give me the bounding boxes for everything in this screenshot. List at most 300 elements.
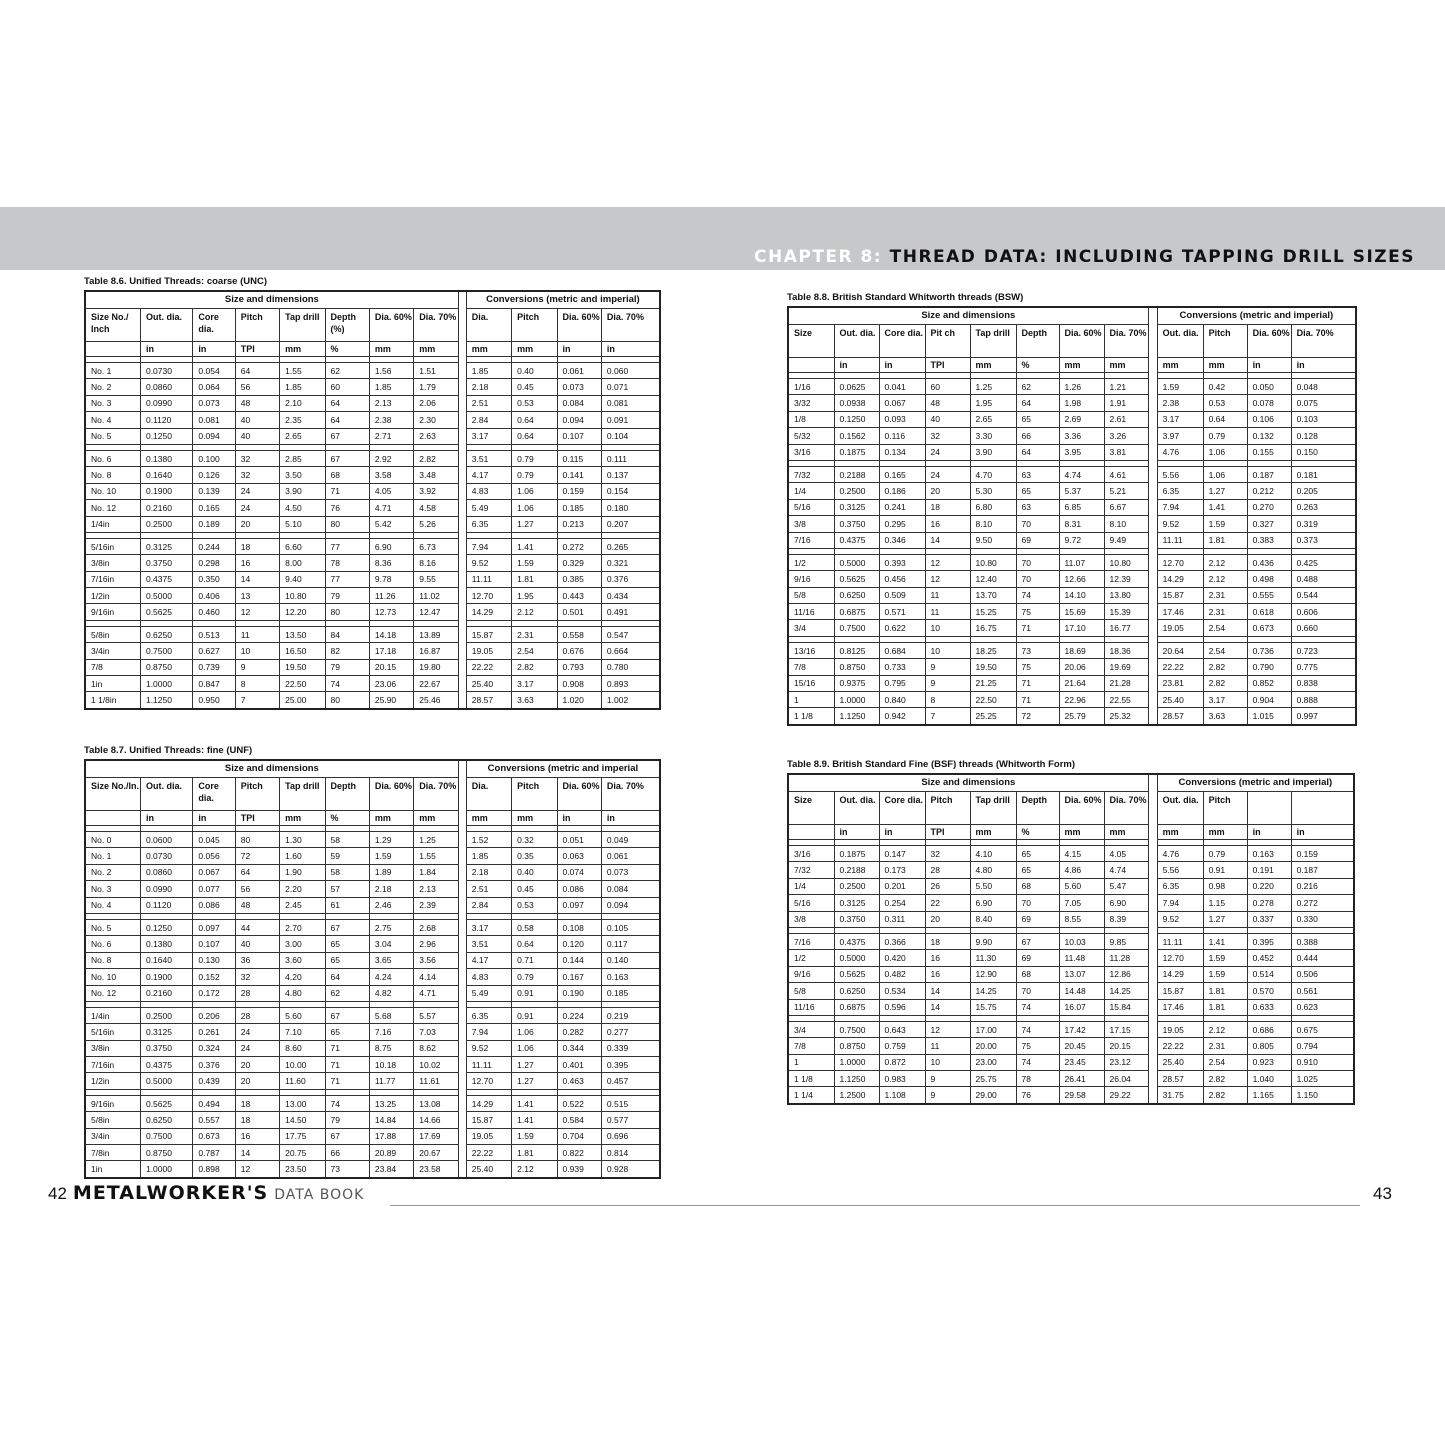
table-row (85, 676, 660, 692)
table-cell: 10 (925, 642, 970, 658)
table-cell: 0.491 (601, 604, 660, 620)
table-cell: 1 1/8in (85, 692, 140, 709)
table-cell: 2.71 (369, 428, 413, 444)
table-cell: 4.83 (466, 483, 511, 499)
table-cell: 0.498 (1247, 571, 1291, 587)
table-cell: 77 (325, 538, 369, 554)
table-cell: No. 12 (85, 985, 140, 1001)
table-cell: 0.278 (1247, 895, 1291, 911)
column-separator (1148, 395, 1157, 411)
table-cell: 40 (235, 412, 279, 428)
table-cell: 0.893 (601, 676, 660, 692)
table-cell: 18 (925, 933, 970, 949)
table-cell: 0.056 (193, 848, 235, 864)
column-separator (1148, 532, 1157, 548)
table-cell: 0.910 (1291, 1054, 1354, 1070)
table-cell: 0.163 (1247, 846, 1291, 862)
table-cell: 0.8125 (834, 642, 879, 658)
table-cell: 0.534 (879, 983, 925, 999)
table-cell: 0.298 (193, 555, 235, 571)
table-cell: 1.0000 (834, 692, 879, 708)
table-cell: 9 (925, 675, 970, 691)
table-cell: No. 0 (85, 832, 140, 848)
table-cell: 0.0625 (834, 379, 879, 395)
table-cell: 5/32 (788, 428, 834, 444)
table-row (788, 604, 1356, 620)
table-cell: 17.10 (1059, 620, 1104, 636)
table-cell: 0.942 (879, 708, 925, 725)
table-cell: 2.35 (280, 412, 325, 428)
table-cell: 0.078 (1247, 395, 1291, 411)
table-cell: 1/2 (788, 950, 834, 966)
table-cell: 0.814 (601, 1145, 660, 1161)
column-header: Core dia. (879, 325, 925, 358)
table-cell: 3.63 (512, 692, 557, 709)
table-cell: 2.12 (1203, 571, 1247, 587)
table-cell: 1.41 (512, 1095, 557, 1111)
table-cell: 5/16 (788, 499, 834, 515)
table-cell: 56 (235, 379, 279, 395)
column-separator (1148, 325, 1157, 358)
table-cell: 0.063 (557, 848, 601, 864)
table-cell: 74 (325, 676, 369, 692)
table-cell: 0.100 (193, 450, 235, 466)
column-header: Dia. (466, 309, 511, 342)
table-cell: 0.383 (1247, 532, 1291, 548)
table-cell: 0.1900 (140, 969, 192, 985)
table-cell: 18 (925, 499, 970, 515)
unit-cell: % (1016, 825, 1059, 840)
table-cell: 9/16 (788, 966, 834, 982)
table-cell: 0.263 (1291, 499, 1356, 515)
table-cell: 0.5625 (140, 1095, 192, 1111)
table-cell: 65 (325, 936, 369, 952)
table-cell: 0.623 (1291, 999, 1354, 1015)
table-cell: 11.30 (970, 950, 1016, 966)
table-cell: 16 (925, 516, 970, 532)
table-cell: 0.2500 (140, 516, 192, 532)
table-cell: 9.49 (1104, 532, 1148, 548)
table-row (788, 1021, 1354, 1037)
column-header: Pitch (235, 309, 279, 342)
chapter-separator: : (873, 247, 883, 267)
table-cell: 0.094 (557, 412, 601, 428)
table-cell: 3.58 (369, 467, 413, 483)
table-cell: 24 (925, 466, 970, 482)
table-cell: 0.739 (193, 659, 235, 675)
table-cell: 0.071 (601, 379, 660, 395)
table-cell: 0.555 (1247, 587, 1291, 603)
table-cell: 1.90 (280, 864, 325, 880)
table-cell: 65 (1016, 862, 1059, 878)
table-cell: 9.52 (1157, 516, 1203, 532)
table-row (788, 846, 1354, 862)
table-cell: 0.295 (879, 516, 925, 532)
table-cell: 18.25 (970, 642, 1016, 658)
table-cell: 0.1875 (834, 444, 879, 460)
table-cell: 1.29 (369, 832, 413, 848)
table-cell: 12 (925, 554, 970, 570)
table-cell: 0.0730 (140, 848, 192, 864)
table-cell: 26.04 (1104, 1071, 1148, 1087)
unit-cell: mm (970, 358, 1016, 373)
table-cell: 1.89 (369, 864, 413, 880)
table-cell: No. 1 (85, 848, 140, 864)
table-cell: No. 2 (85, 379, 140, 395)
table-cell: 2.20 (280, 881, 325, 897)
table-cell: 21.25 (970, 675, 1016, 691)
table-cell: 11.26 (369, 588, 413, 604)
table-cell: 0.42 (1203, 379, 1247, 395)
table-cell: No. 6 (85, 936, 140, 952)
table-cell: 1 1/8 (788, 1071, 834, 1087)
column-separator (458, 897, 466, 913)
group-label-size: Size and dimensions (85, 291, 458, 309)
column-separator (458, 1007, 466, 1023)
column-separator (458, 516, 466, 532)
table-cell: 2.65 (970, 411, 1016, 427)
column-header: Core dia. (193, 778, 235, 811)
table-cell: 1.25 (970, 379, 1016, 395)
table-cell: 2.12 (1203, 554, 1247, 570)
table-cell: 13.80 (1104, 587, 1148, 603)
table-cell: 3.51 (466, 936, 511, 952)
table-cell: 28 (235, 985, 279, 1001)
table-cell: 0.618 (1247, 604, 1291, 620)
unit-cell: mm (1203, 825, 1247, 840)
table-cell: 0.2160 (140, 985, 192, 1001)
table-cell: 17.69 (414, 1128, 458, 1144)
table-cell: 2.70 (280, 919, 325, 935)
table-cell: 0.898 (193, 1161, 235, 1178)
table-cell: 8.39 (1104, 911, 1148, 927)
table-cell: 0.051 (557, 832, 601, 848)
table-cell: 0.460 (193, 604, 235, 620)
column-separator (458, 379, 466, 395)
table-cell: 3.63 (1203, 708, 1247, 725)
table-cell: 0.71 (512, 952, 557, 968)
table-cell: 0.4375 (140, 571, 192, 587)
table-cell: 3/4in (85, 1128, 140, 1144)
table-cell: 0.224 (557, 1007, 601, 1023)
table-cell: 0.159 (557, 483, 601, 499)
table-cell: 0.254 (879, 895, 925, 911)
table-cell: 70 (1016, 983, 1059, 999)
column-separator (458, 881, 466, 897)
table-cell: 0.673 (1247, 620, 1291, 636)
table-cell: 28.57 (1157, 1071, 1203, 1087)
table-cell: 58 (325, 864, 369, 880)
column-separator (1148, 642, 1157, 658)
table-cell: 0.220 (1247, 878, 1291, 894)
column-separator (1148, 675, 1157, 691)
table-row (788, 878, 1354, 894)
table-cell: 0.1120 (140, 897, 192, 913)
table-cell: 68 (1016, 966, 1059, 982)
table-cell: 0.1250 (140, 919, 192, 935)
table-cell: 0.045 (193, 832, 235, 848)
table-cell: 10.80 (280, 588, 325, 604)
table-cell: 0.436 (1247, 554, 1291, 570)
column-header: Tap drill (280, 309, 325, 342)
table-cell: 0.522 (557, 1095, 601, 1111)
table-row (788, 708, 1356, 725)
table-cell: 0.456 (879, 571, 925, 587)
table-row (788, 620, 1356, 636)
table-cell: 0.908 (557, 676, 601, 692)
column-header: Dia. 60% (1059, 792, 1104, 825)
table-cell: 0.084 (601, 881, 660, 897)
column-separator (458, 692, 466, 709)
table-row (788, 895, 1354, 911)
unit-cell: in (1291, 825, 1354, 840)
table-cell: 25.40 (1157, 692, 1203, 708)
table-cell: 13.00 (280, 1095, 325, 1111)
table-cell: 8.62 (414, 1040, 458, 1056)
table-row (85, 1112, 660, 1128)
table-cell: 0.061 (557, 363, 601, 379)
column-separator (458, 1040, 466, 1056)
table-cell: 80 (325, 516, 369, 532)
table-cell: 72 (1016, 708, 1059, 725)
table-cell: 14.10 (1059, 587, 1104, 603)
table-cell: 3.56 (414, 952, 458, 968)
unit-cell: in (1291, 358, 1356, 373)
table-cell: 2.65 (280, 428, 325, 444)
table-cell: 17.15 (1104, 1021, 1148, 1037)
table-cell: 0.805 (1247, 1038, 1291, 1054)
table-cell: 0.270 (1247, 499, 1291, 515)
table-cell: 4.24 (369, 969, 413, 985)
chapter-heading (754, 247, 1415, 267)
table-cell: 0.544 (1291, 587, 1356, 603)
unit-cell: % (325, 811, 369, 826)
table-cell: 2.12 (512, 1161, 557, 1178)
table-cell: 36 (235, 952, 279, 968)
table-cell: 0.733 (879, 659, 925, 675)
table-cell: 6.80 (970, 499, 1016, 515)
column-separator (1148, 604, 1157, 620)
table-cell: 2.84 (466, 897, 511, 913)
table-cell: 0.1380 (140, 450, 192, 466)
table-cell: 5.60 (280, 1007, 325, 1023)
table-cell: 14.66 (414, 1112, 458, 1128)
table-row (85, 1095, 660, 1111)
table-cell: 3/4in (85, 643, 140, 659)
table-cell: 6.90 (1104, 895, 1148, 911)
table-cell: 25.32 (1104, 708, 1148, 725)
column-header: Dia. 70% (414, 778, 458, 811)
table-cell: 0.9375 (834, 675, 879, 691)
table-cell: 9.40 (280, 571, 325, 587)
table-cell: 0.097 (193, 919, 235, 935)
table-cell: 32 (235, 467, 279, 483)
table-row (788, 659, 1356, 675)
table-cell: 2.82 (1203, 1071, 1247, 1087)
table-cell: 9 (925, 659, 970, 675)
table-cell: 13.89 (414, 626, 458, 642)
table-cell: 1.150 (1291, 1087, 1354, 1104)
table-cell: 0.111 (601, 450, 660, 466)
table-cell: 11.11 (1157, 532, 1203, 548)
table-cell: 3.65 (369, 952, 413, 968)
table-cell: No. 6 (85, 450, 140, 466)
table-cell: 0.385 (557, 571, 601, 587)
column-separator (1148, 774, 1157, 792)
table-cell: 0.0730 (140, 363, 192, 379)
table-cell: 8.36 (369, 555, 413, 571)
table-row (788, 395, 1356, 411)
table-cell: 14.29 (466, 604, 511, 620)
table-cell: 2.18 (369, 881, 413, 897)
table-cell: 16.07 (1059, 999, 1104, 1015)
column-header: Dia. 70% (414, 309, 458, 342)
table-cell: 0.321 (601, 555, 660, 571)
table-cell: 14.29 (1157, 966, 1203, 982)
table-cell: 11 (925, 1038, 970, 1054)
table-row (788, 1087, 1354, 1104)
table-cell: 4.76 (1157, 444, 1203, 460)
column-separator (458, 571, 466, 587)
table-row (85, 500, 660, 516)
table-cell: 0.216 (1291, 878, 1354, 894)
table-row (85, 588, 660, 604)
table-cell: 5/8in (85, 626, 140, 642)
table-cell: 0.165 (879, 466, 925, 482)
table-cell: No. 8 (85, 952, 140, 968)
column-header: Dia. (466, 778, 511, 811)
table-cell: 4.74 (1059, 466, 1104, 482)
table-cell: 10 (925, 1054, 970, 1070)
table-cell: 0.075 (1291, 395, 1356, 411)
table-cell: 0.120 (557, 936, 601, 952)
table-cell: 1.1250 (140, 692, 192, 709)
table-cell: 12.86 (1104, 966, 1148, 982)
column-separator (458, 952, 466, 968)
table-cell: 4.58 (414, 500, 458, 516)
table-cell: 14.48 (1059, 983, 1104, 999)
table-8-6 (84, 290, 661, 710)
table-cell: 0.205 (1291, 483, 1356, 499)
table-cell: 70 (1016, 895, 1059, 911)
table-cell: 48 (925, 395, 970, 411)
table-cell: 0.191 (1247, 862, 1291, 878)
table-cell: 1 1/8 (788, 708, 834, 725)
table-cell: 1.91 (1104, 395, 1148, 411)
table-cell: 13.70 (970, 587, 1016, 603)
table-cell: 0.675 (1291, 1021, 1354, 1037)
table-row (788, 642, 1356, 658)
table-cell: 1.27 (1203, 911, 1247, 927)
table-cell: 25.46 (414, 692, 458, 709)
table-cell: 0.32 (512, 832, 557, 848)
table-cell: 1.95 (512, 588, 557, 604)
table-cell: 1.27 (512, 1057, 557, 1073)
table-cell: 2.75 (369, 919, 413, 935)
table-cell: 9.78 (369, 571, 413, 587)
table-cell: 1.85 (280, 379, 325, 395)
table-cell: 24 (235, 1024, 279, 1040)
table-cell: 20.15 (369, 659, 413, 675)
table-cell: 8.75 (369, 1040, 413, 1056)
table-cell: 6.60 (280, 538, 325, 554)
table-cell: 12 (925, 1021, 970, 1037)
column-header: Out. dia. (834, 792, 879, 825)
table-cell: 0.5000 (834, 554, 879, 570)
table-cell: 2.46 (369, 897, 413, 913)
table-row (788, 675, 1356, 691)
column-header: Depth (1016, 325, 1059, 358)
group-label-conversions: Conversions (metric and imperial (466, 760, 660, 778)
table-cell: 22.50 (970, 692, 1016, 708)
table-cell: 3.90 (970, 444, 1016, 460)
unit-cell: TPI (235, 811, 279, 826)
table-row (85, 555, 660, 571)
unit-cell: mm (1203, 358, 1247, 373)
table-row (85, 832, 660, 848)
column-header: Dia. 60% (1247, 325, 1291, 358)
table-cell: 0.106 (1247, 411, 1291, 427)
table-cell: 1.0000 (834, 1054, 879, 1070)
table-cell: 0.144 (557, 952, 601, 968)
table-cell: 21.64 (1059, 675, 1104, 691)
table-cell: 0.64 (1203, 411, 1247, 427)
table-cell: 8.55 (1059, 911, 1104, 927)
table-cell: 65 (325, 952, 369, 968)
table-cell: 15.39 (1104, 604, 1148, 620)
table-cell: 2.96 (414, 936, 458, 952)
table-cell: 0.736 (1247, 642, 1291, 658)
table-row (85, 1128, 660, 1144)
table-cell: 3.48 (414, 467, 458, 483)
table-cell: 0.40 (512, 363, 557, 379)
table-cell: 7.94 (466, 1024, 511, 1040)
table-cell: 0.64 (512, 412, 557, 428)
table-cell: 19.50 (280, 659, 325, 675)
table-cell: 4.80 (970, 862, 1016, 878)
table-cell: 2.31 (1203, 604, 1247, 620)
column-header: Size (788, 325, 834, 358)
table-cell: 0.152 (193, 969, 235, 985)
table-cell: 67 (325, 1007, 369, 1023)
table-cell: 0.130 (193, 952, 235, 968)
table-cell: 7/32 (788, 862, 834, 878)
table-row (788, 379, 1356, 395)
table-cell: 2.69 (1059, 411, 1104, 427)
table-cell: 5.56 (1157, 466, 1203, 482)
table-cell: 60 (325, 379, 369, 395)
table-cell: 4.17 (466, 467, 511, 483)
table-row (85, 604, 660, 620)
table-cell: 1.52 (466, 832, 511, 848)
table-cell: 5.49 (466, 500, 511, 516)
table-cell: 0.557 (193, 1112, 235, 1128)
table-row (85, 897, 660, 913)
table-cell: 0.3125 (834, 895, 879, 911)
table-cell: 73 (1016, 642, 1059, 658)
table-cell: 3/32 (788, 395, 834, 411)
table-cell: 0.514 (1247, 966, 1291, 982)
table-cell: 0.406 (193, 588, 235, 604)
page-number-left: 42 (48, 1184, 67, 1203)
table-cell: 75 (1016, 1038, 1059, 1054)
table-cell: 9.50 (970, 532, 1016, 548)
table-8-6-block (84, 276, 661, 710)
column-header: Size No./ Inch (85, 309, 140, 342)
table-cell: 23.00 (970, 1054, 1016, 1070)
table-cell: 3.17 (466, 428, 511, 444)
table-cell: 0.159 (1291, 846, 1354, 862)
